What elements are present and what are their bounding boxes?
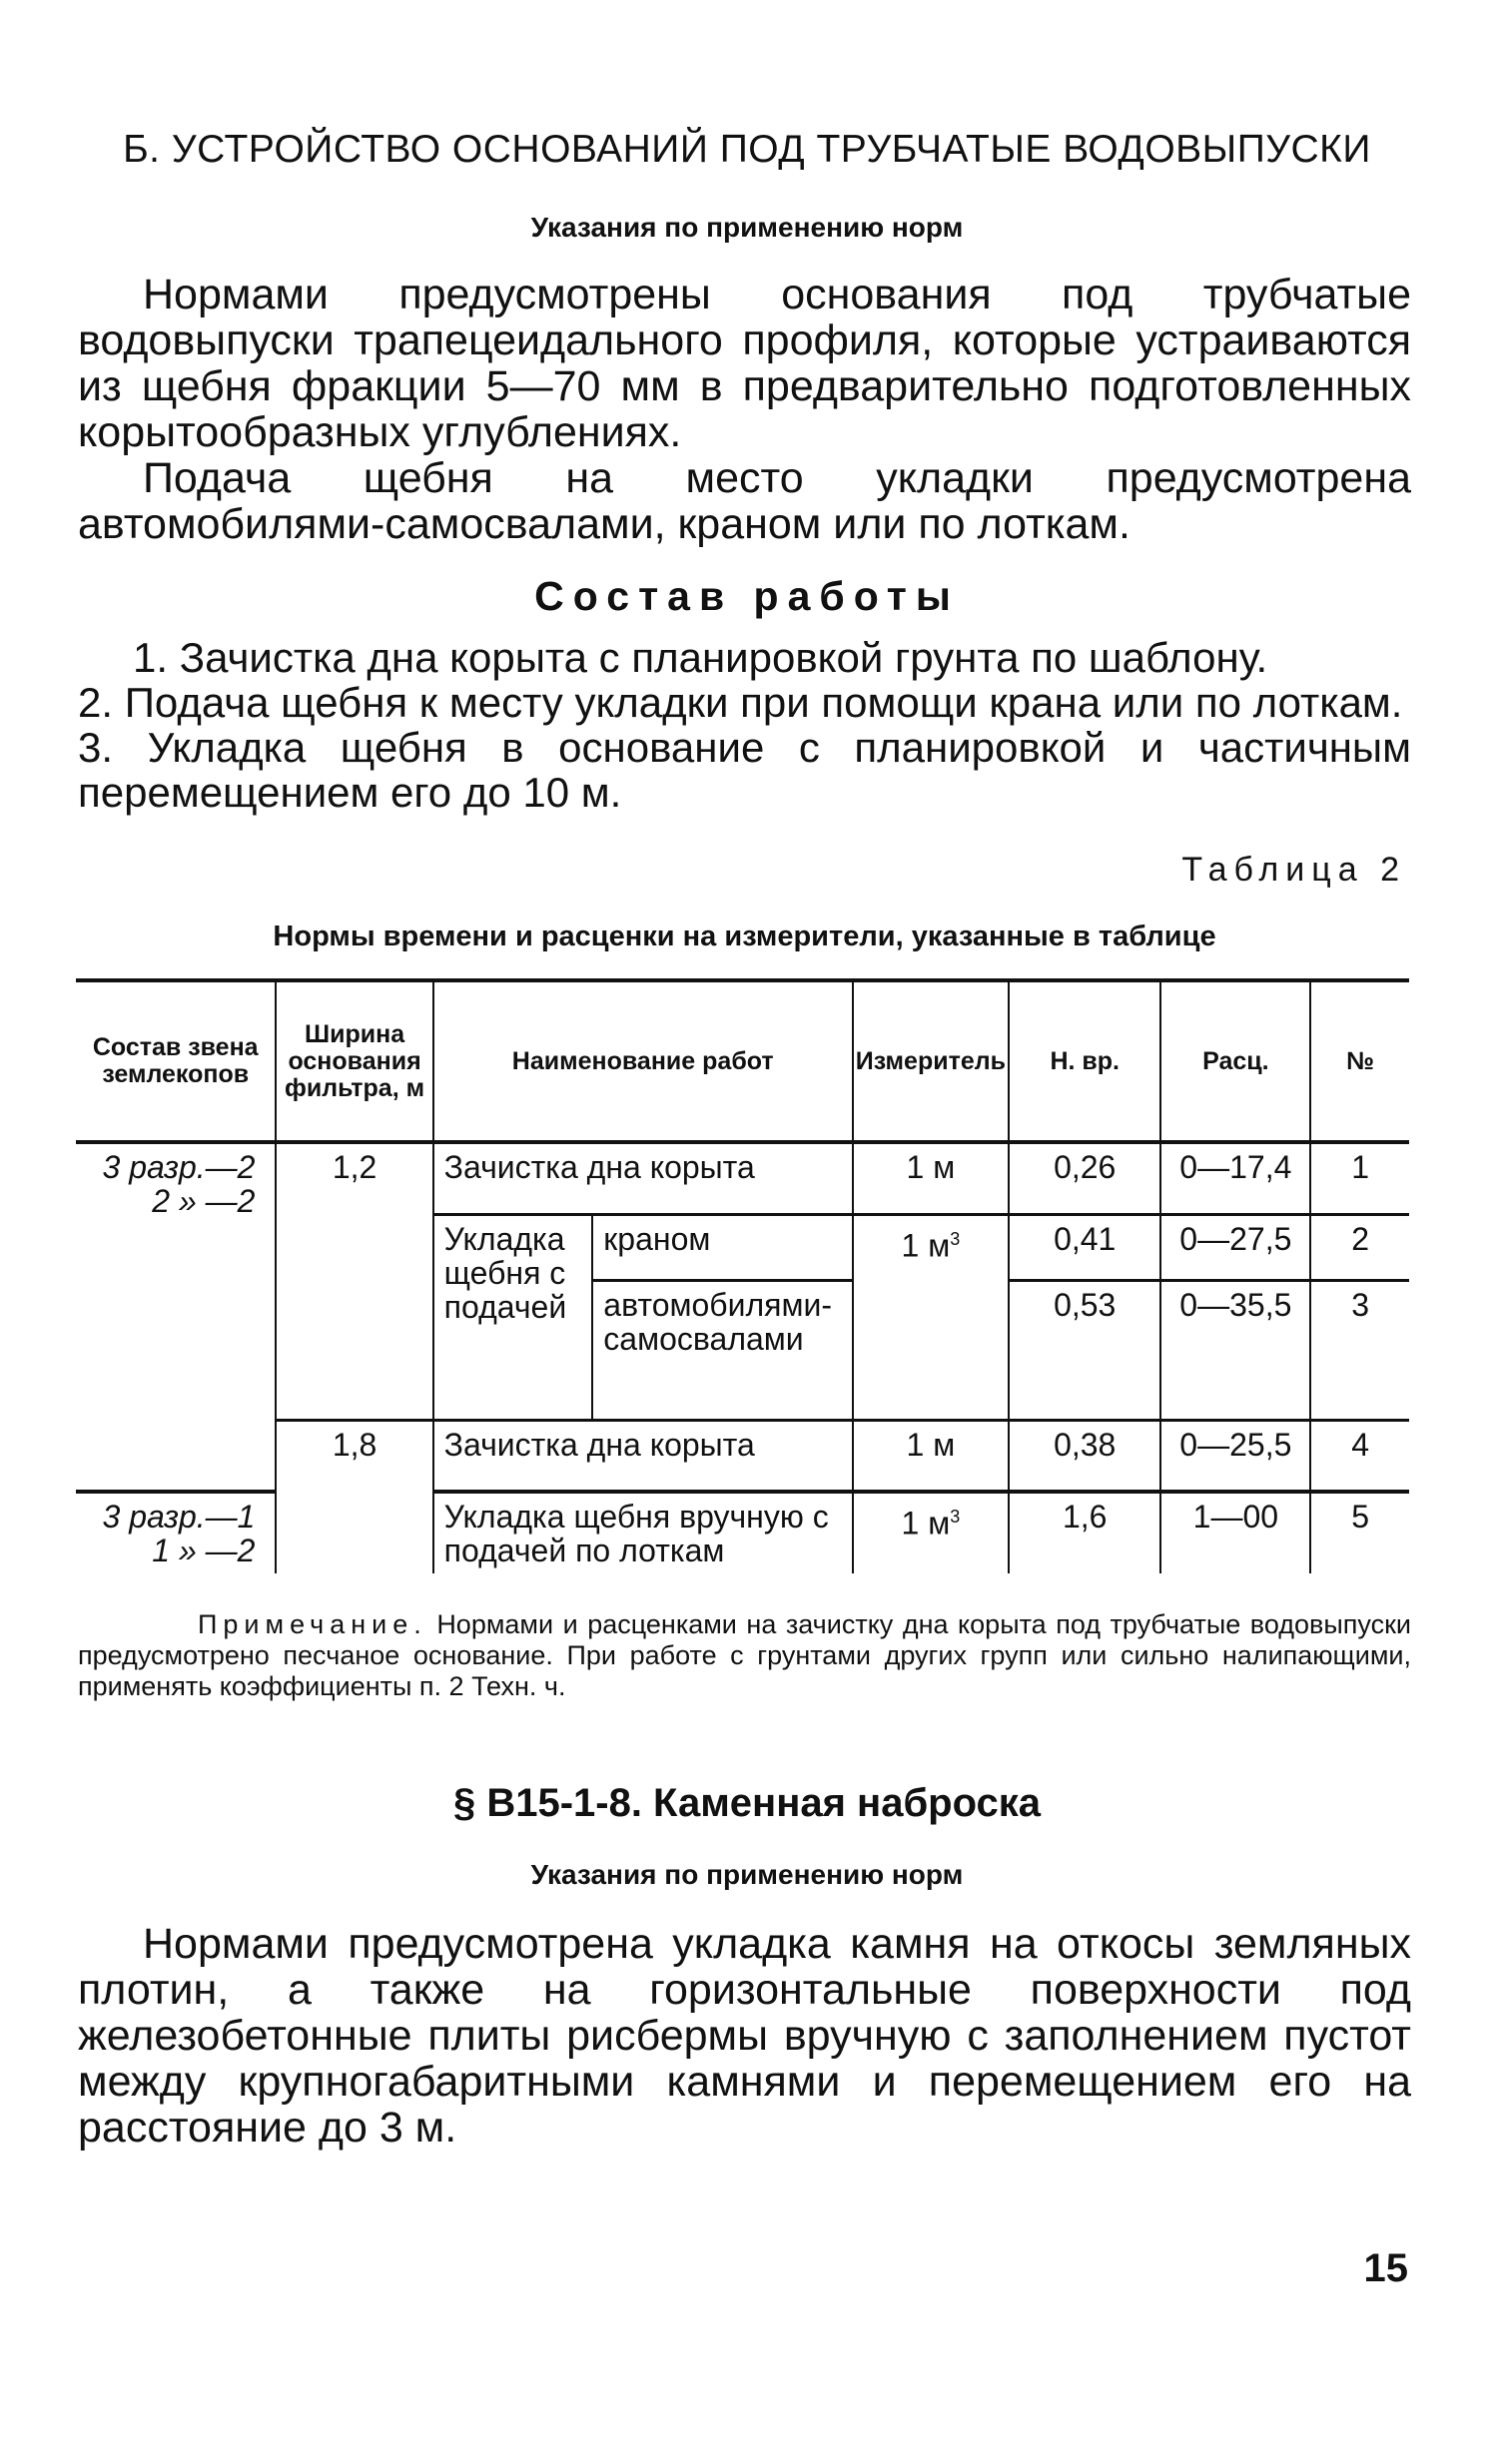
rate-cell: 0—17,4 bbox=[1160, 1142, 1310, 1214]
intro-paragraph: Подача щебня на место укладки предусмотрена автомобилями-самосвалами, краном или по лоткам. bbox=[78, 454, 1411, 548]
table-note bbox=[78, 1609, 1411, 1702]
number-cell: 1 bbox=[1310, 1142, 1409, 1214]
table-label: Таблица 2 bbox=[1181, 851, 1406, 889]
unit-cell: 1 $м^3$ bbox=[853, 1492, 1009, 1573]
rate-cell: 1—00 bbox=[1160, 1492, 1310, 1573]
work-item: 3. Укладка щебня в основание с планировкой и частичным перемещением его до 10 м. bbox=[78, 724, 1411, 816]
subheading-norm-instructions: Указания по применению норм bbox=[530, 1859, 964, 1890]
page-number: 15 bbox=[1363, 2246, 1408, 2290]
work-composition-heading: Состав работы bbox=[534, 573, 960, 619]
table-caption: Нормы времени и расценки на измерители, указанные в таблице bbox=[273, 921, 1216, 952]
unit-cell: 1 м bbox=[853, 1420, 1009, 1492]
note-text: Нормами и расценками на зачистку дна корыта под трубчатые водовыпуски предусмотрено песчаное основание. При работе с грунтами других групп или сильно налипающими, применять коэффициенты п. 2 Техн. ч. bbox=[78, 1609, 1411, 1701]
crew-line: 1 » —2 bbox=[152, 1533, 256, 1568]
time-cell: 0,53 bbox=[1009, 1280, 1160, 1420]
intro-paragraph: Нормами предусмотрены основания под трубчатые водовыпуски трапецеидального профиля, которые устраиваются из щебня фракции 5—70 мм в предварительно подготовленных корытообразных углублениях. bbox=[78, 271, 1411, 456]
unit-cell: 1 $м^3$ bbox=[853, 1214, 1009, 1420]
number-cell: 2 bbox=[1310, 1214, 1409, 1280]
work-cell: автомобилями-самосвалами bbox=[592, 1280, 852, 1420]
col-header-time: Н. вр. bbox=[1009, 980, 1160, 1142]
col-header-work: Наименование работ bbox=[433, 980, 853, 1142]
table-row bbox=[76, 1420, 1409, 1492]
crew-cell bbox=[76, 1492, 276, 1573]
unit-cell: 1 м bbox=[853, 1142, 1009, 1214]
work-cell: Зачистка дна корыта bbox=[433, 1142, 853, 1214]
rate-cell: 0—25,5 bbox=[1160, 1420, 1310, 1492]
stone-paragraph-text: Нормами предусмотрена укладка камня на откосы земляных плотин, а также на горизонтальные поверхности под железобетонные плиты рисбермы вручную с заполнением пустот между крупногабаритными камнями и перемещением его на расстояние до 3 м. bbox=[78, 1920, 1411, 2152]
col-header-unit: Измеритель bbox=[853, 980, 1009, 1142]
intro-text bbox=[78, 272, 1411, 547]
rate-cell: 0—27,5 bbox=[1160, 1214, 1310, 1280]
work-item: 1. Зачистка дна корыта с планировкой грунта по шаблону. bbox=[133, 634, 1268, 681]
col-header-width: Ширина основания фильтра, м bbox=[276, 980, 432, 1142]
time-cell: 0,26 bbox=[1009, 1142, 1160, 1214]
table-row bbox=[76, 1492, 1409, 1573]
width-cell: 1,2 bbox=[276, 1142, 432, 1420]
crew-cell bbox=[76, 1142, 276, 1492]
stone-paragraph bbox=[78, 1921, 1411, 2151]
crew-line: 3 разр.—2 bbox=[102, 1149, 256, 1185]
work-cell: Укладка щебня вручную с подачей по лоткам bbox=[433, 1492, 853, 1573]
paragraph-heading: § В15-1-8. Каменная наброска bbox=[452, 1781, 1042, 1825]
time-cell: 0,41 bbox=[1009, 1214, 1160, 1280]
table-header-row bbox=[76, 980, 1409, 1142]
time-cell: 0,38 bbox=[1009, 1420, 1160, 1492]
work-composition-list bbox=[78, 635, 1411, 815]
subheading-norm-instructions: Указания по применению норм bbox=[530, 212, 964, 243]
number-cell: 3 bbox=[1310, 1280, 1409, 1420]
work-item: 2. Подача щебня к месту укладки при помощи крана или по лоткам. bbox=[78, 679, 1403, 726]
work-cell: краном bbox=[592, 1214, 852, 1280]
table-row bbox=[76, 1142, 1409, 1214]
width-cell: 1,8 bbox=[276, 1420, 432, 1573]
crew-line: 3 разр.—1 bbox=[102, 1499, 256, 1535]
time-cell: 1,6 bbox=[1009, 1492, 1160, 1573]
col-header-number: № bbox=[1310, 980, 1409, 1142]
section-title: Б. УСТРОЙСТВО ОСНОВАНИЙ ПОД ТРУБЧАТЫЕ ВОДОВЫПУСКИ bbox=[123, 128, 1371, 171]
laying-label-cell: Укладка щебня с подачей bbox=[433, 1214, 593, 1420]
col-header-crew: Состав звена землекопов bbox=[76, 980, 276, 1142]
norms-table bbox=[76, 978, 1409, 1573]
note-label: Примечание. bbox=[198, 1609, 427, 1639]
number-cell: 4 bbox=[1310, 1420, 1409, 1492]
number-cell: 5 bbox=[1310, 1492, 1409, 1573]
crew-line: 2 » —2 bbox=[152, 1183, 256, 1219]
rate-cell: 0—35,5 bbox=[1160, 1280, 1310, 1420]
col-header-rate: Расц. bbox=[1160, 980, 1310, 1142]
work-cell: Зачистка дна корыта bbox=[433, 1420, 853, 1492]
